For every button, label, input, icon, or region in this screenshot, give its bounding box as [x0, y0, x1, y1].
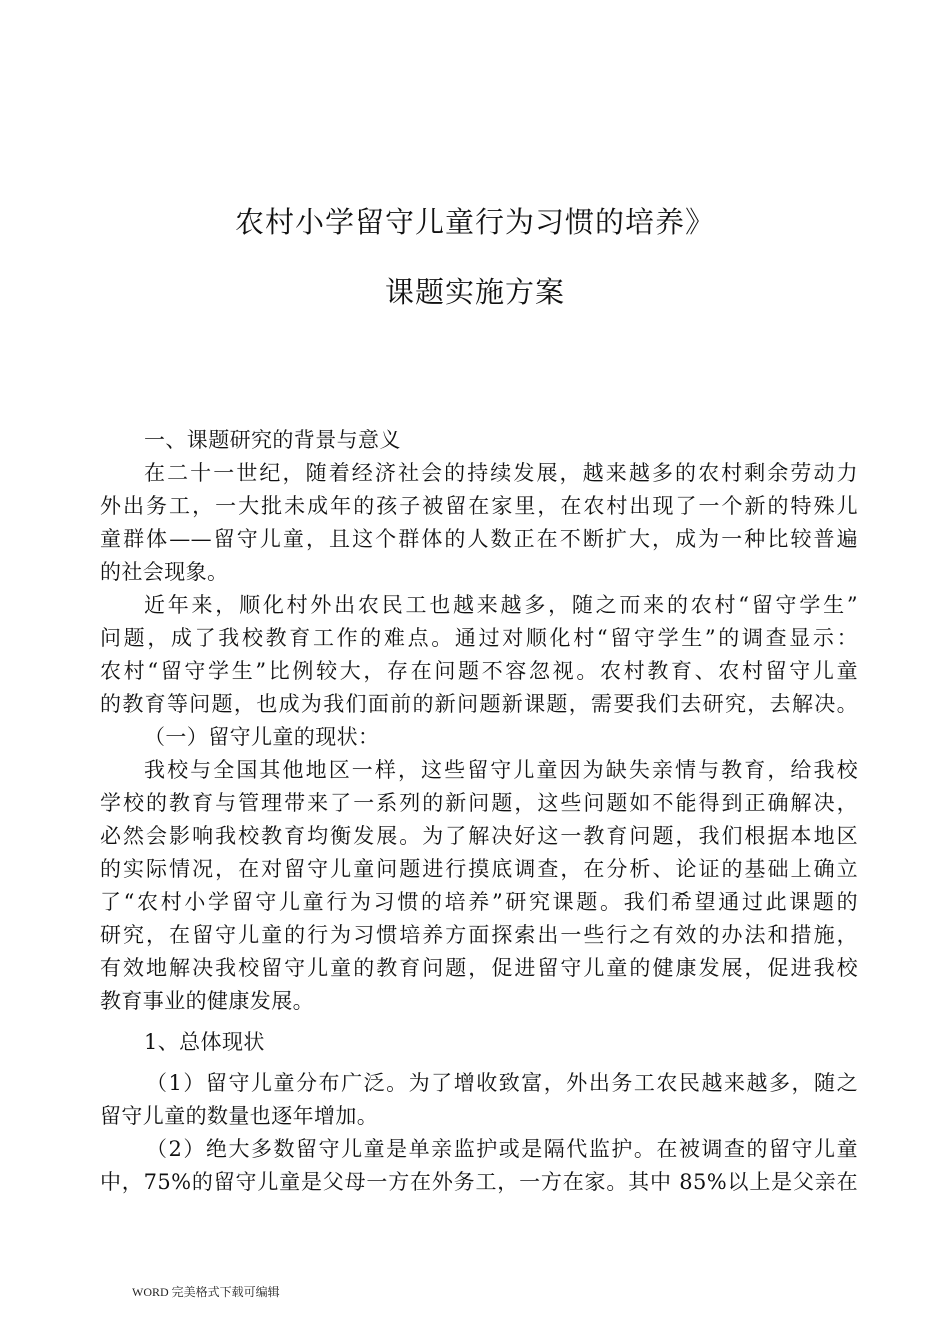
paragraph-line: 有效地解决我校留守儿童的教育问题，促进留守儿童的健康发展，促进我校	[100, 956, 858, 980]
item-heading: 1、总体现状	[144, 1030, 265, 1054]
paragraph-line: 的实际情况，在对留守儿童问题进行摸底调查，在分析、论证的基础上确立	[100, 857, 858, 881]
list-item-line: （2）绝大多数留守儿童是单亲监护或是隔代监护。在被调查的留守儿童	[146, 1137, 858, 1161]
list-item-line: （1）留守儿童分布广泛。为了增收致富，外出务工农民越来越多，随之	[146, 1071, 858, 1095]
paragraph-line: 问题，成了我校教育工作的难点。通过对顺化村“留守学生”的调查显示：	[100, 626, 858, 650]
paragraph-line: 研究，在留守儿童的行为习惯培养方面探索出一些行之有效的办法和措施，	[100, 923, 858, 947]
paragraph-line: 农村“留守学生”比例较大，存在问题不容忽视。农村教育、农村留守儿童	[100, 659, 858, 683]
list-item-line: 中，75%的留守儿童是父母一方在外务工，一方在家。其中 85%以上是父亲在	[100, 1170, 858, 1194]
document-title: 农村小学留守儿童行为习惯的培养》	[234, 205, 715, 239]
paragraph-line: 童群体——留守儿童，且这个群体的人数正在不断扩大，成为一种比较普遍	[100, 527, 858, 551]
paragraph-line: 我校与全国其他地区一样，这些留守儿童因为缺失亲情与教育，给我校	[144, 758, 858, 782]
paragraph-line: 教育事业的健康发展。	[100, 989, 314, 1013]
paragraph-line: 必然会影响我校教育均衡发展。为了解决好这一教育问题，我们根据本地区	[100, 824, 858, 848]
paragraph-line: 的教育等问题，也成为我们面前的新问题新课题，需要我们去研究，去解决。	[100, 692, 858, 716]
document-body	[100, 424, 858, 1199]
paragraph-line: 在二十一世纪，随着经济社会的持续发展，越来越多的农村剩余劳动力	[144, 461, 858, 485]
paragraph-gap	[100, 1018, 858, 1026]
document-subtitle: 课题实施方案	[384, 275, 565, 309]
subsection-heading: （一）留守儿童的现状：	[144, 725, 380, 749]
paragraph-line: 了“农村小学留守儿童行为习惯的培养”研究课题。我们希望通过此课题的	[100, 890, 858, 914]
section-heading: 一、课题研究的背景与意义	[144, 428, 401, 452]
paragraph-line: 外出务工，一大批未成年的孩子被留在家里，在农村出现了一个新的特殊儿	[100, 494, 858, 518]
list-item-line: 留守儿童的数量也逐年增加。	[100, 1104, 379, 1128]
page-footer: WORD 完美格式下载可编辑	[132, 1285, 280, 1299]
paragraph-line: 的社会现象。	[100, 560, 229, 584]
paragraph-line: 学校的教育与管理带来了一系列的新问题，这些问题如不能得到正确解决，	[100, 791, 858, 815]
paragraph-gap	[100, 1059, 858, 1067]
paragraph-line: 近年来，顺化村外出农民工也越来越多，随之而来的农村“留守学生”	[144, 593, 858, 617]
